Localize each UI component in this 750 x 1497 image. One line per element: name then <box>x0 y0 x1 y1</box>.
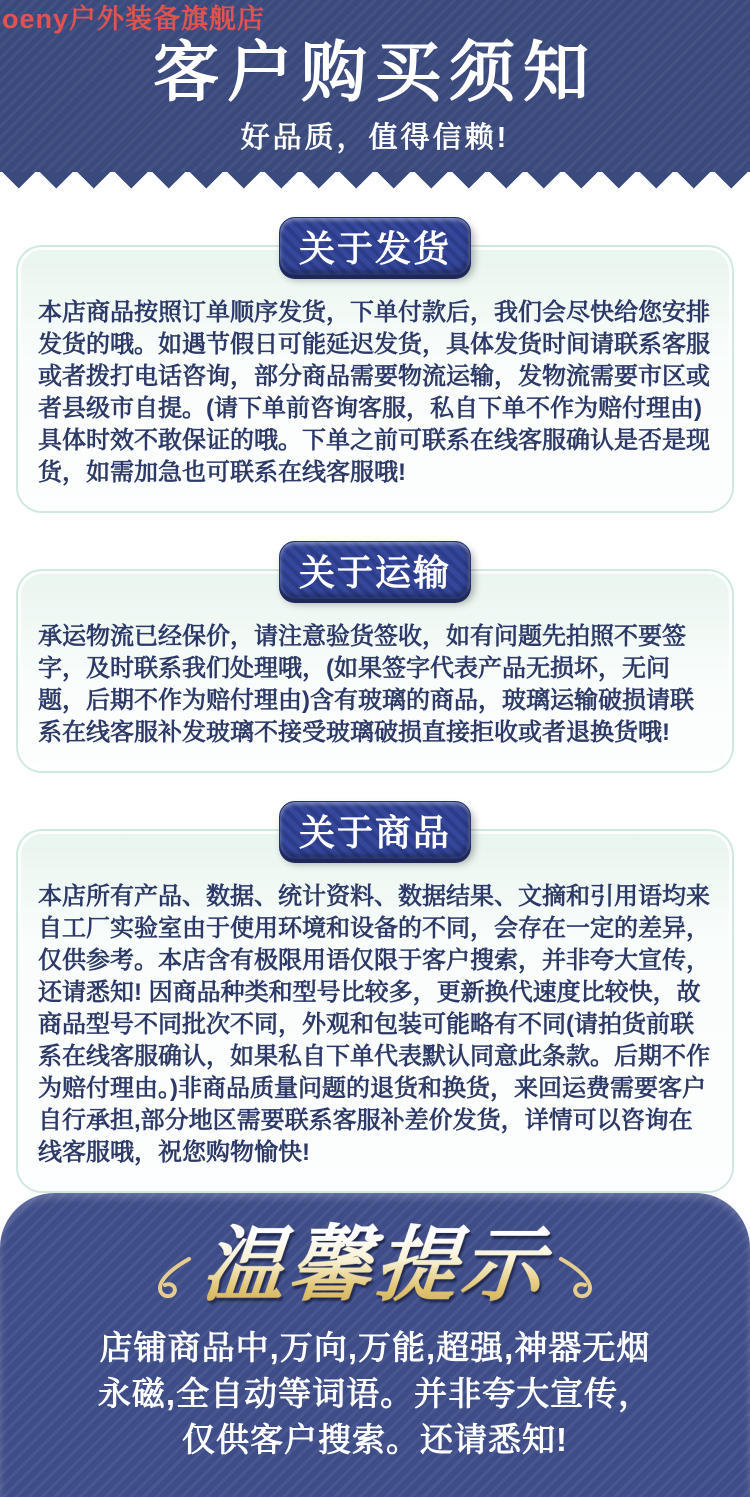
store-name: oeny户外装备旗舰店 <box>2 4 266 34</box>
tips-banner <box>0 1193 750 1497</box>
notice-section-transport <box>0 541 750 773</box>
notice-section-product <box>0 801 750 1193</box>
tips-line: 仅供客户搜索。还请悉知! <box>182 1421 568 1458</box>
section-heading-badge-transport <box>279 541 471 599</box>
section-heading-badge-product <box>279 801 471 859</box>
notice-text-shipping: 本店商品按照订单顺序发货，下单付款后，我们会尽快给您安排发货的哦。如遇节假日可能延迟发货，具体发货时间请联系客服或者拨打电话咨询，部分商品需要物流运输，发物流需要市区或者县级市自提。(请下单前咨询客服，私自下单不作为赔付理由)具体时效不敢保证的哦。下单之前可联系在线客服确认是否是现货，如需加急也可联系在线客服哦! <box>38 299 710 486</box>
notice-card-shipping <box>16 245 734 513</box>
notice-text-product: 本店所有产品、数据、统计资料、数据结果、文摘和引用语均来自工厂实验室由于使用环境和设备的不同，会存在一定的差异，仅供参考。本店含有极限用语仅限于客户搜索，并非夸大宣传，还请悉知! 因商品种类和型号比较多，更新换代速度比较快，故商品型号不同批次不同，外观和包装可能略有不同(请拍货前联系在线客服确认，如果私自下单代表默认同意此条款。后期不作为赔付理由。)非商品质量问题的退货和换货，来回运费需要客户自行承担,部分地区需要联系客服补差价发货，详情可以咨询在线客服哦，祝您购物愉快! <box>38 883 710 1166</box>
section-heading-badge-shipping <box>279 217 471 275</box>
notice-section-shipping <box>0 217 750 513</box>
page-title: 客户购买须知 <box>153 35 597 109</box>
notice-card-transport <box>16 569 734 773</box>
section-heading-label: 关于商品 <box>298 811 451 853</box>
tips-title: 温馨提示 <box>193 1217 557 1313</box>
tips-text <box>20 1325 730 1463</box>
banner <box>0 0 750 172</box>
notice-text-transport: 承运物流已经保价，请注意验货签收，如有问题先拍照不要签字，及时联系我们处理哦，(如果签字代表产品无损坏，无问题，后期不作为赔付理由)含有玻璃的商品，玻璃运输破损请联系在线客服补发玻璃不接受玻璃破损直接拒收或者退换货哦! <box>38 623 694 746</box>
notice-card-product <box>16 829 734 1193</box>
section-heading-label: 关于运输 <box>298 551 451 593</box>
section-heading-label: 关于发货 <box>298 227 451 269</box>
tips-line: 店铺商品中,万向,万能,超强,神器无烟 <box>99 1329 651 1366</box>
flourish-right-icon <box>557 1255 599 1303</box>
zigzag-divider <box>0 172 750 195</box>
flourish-left-icon <box>151 1255 193 1303</box>
tips-line: 永磁,全自动等词语。并非夸大宣传， <box>97 1375 653 1412</box>
tips-title-row <box>20 1217 730 1313</box>
page-subtitle: 好品质，值得信赖! <box>240 122 510 154</box>
